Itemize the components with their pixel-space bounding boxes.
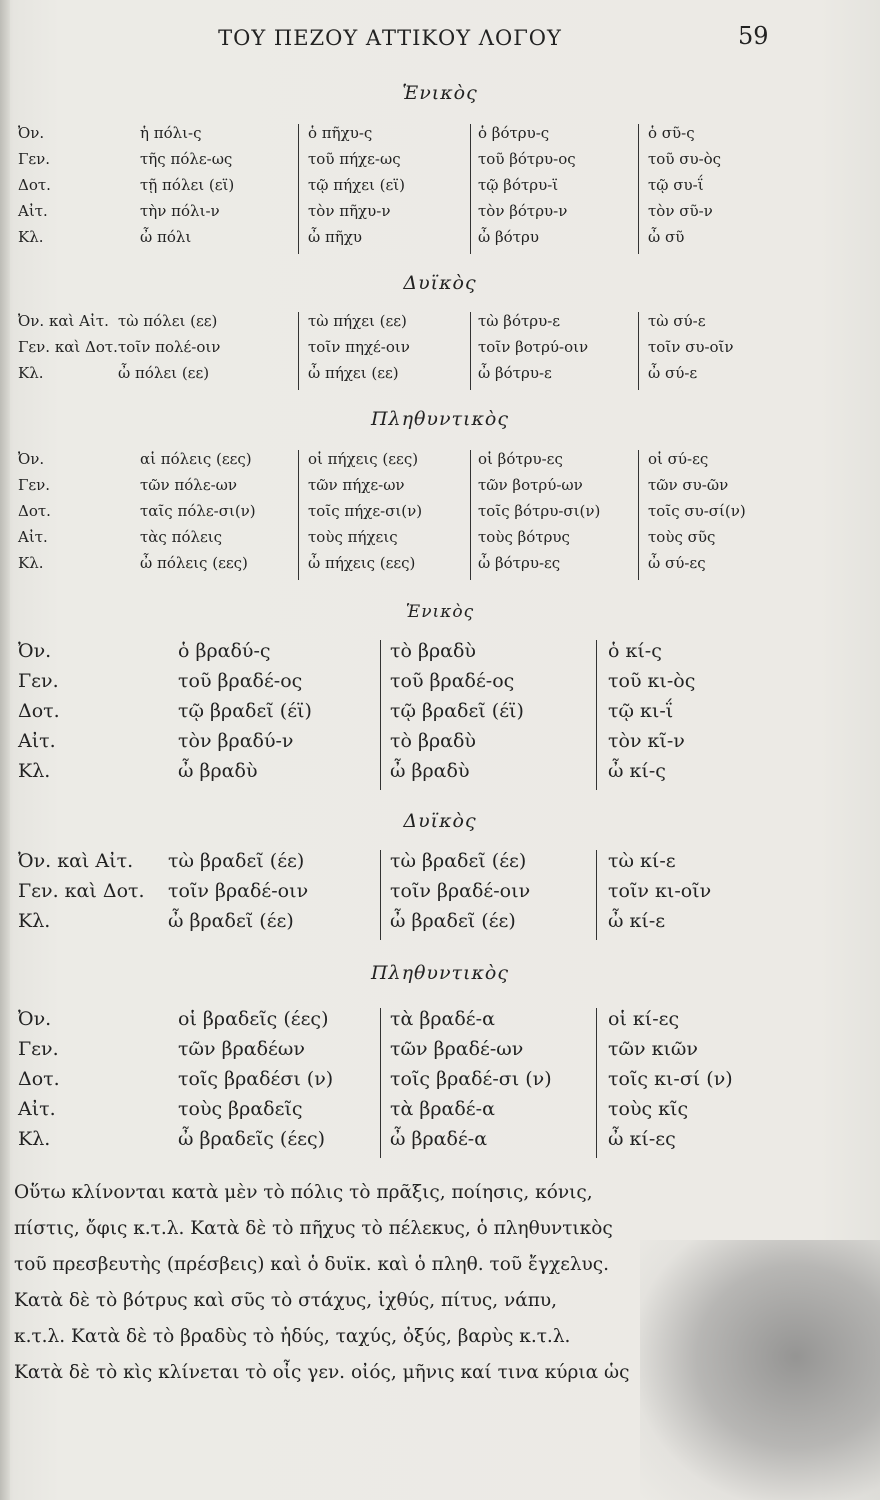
form-cell: ὦ πήχει (εε) bbox=[308, 364, 399, 382]
heading-dual-2: Δυϊκὸς bbox=[403, 810, 477, 832]
table-row bbox=[18, 554, 818, 580]
form-cell: τὸ βραδὺ bbox=[390, 730, 476, 752]
form-cell: ὦ κί-ες bbox=[608, 1128, 676, 1150]
form-cell: τὼ σύ-ε bbox=[648, 312, 706, 330]
table-row bbox=[18, 1098, 818, 1128]
table-row bbox=[18, 1008, 818, 1038]
paragraph-line: Κατὰ δὲ τὸ βότρυς καὶ σῦς τὸ στάχυς, ἰχθύς, πίτυς, νάπυ, bbox=[14, 1290, 558, 1311]
table-row bbox=[18, 150, 818, 176]
form-cell: τῷ βραδεῖ (έϊ) bbox=[178, 700, 312, 722]
form-cell: ὦ πόλεις (εες) bbox=[140, 554, 248, 572]
page-number: 59 bbox=[738, 22, 769, 50]
form-cell: τοῖς βραδέ-σι (ν) bbox=[390, 1068, 552, 1090]
column-rule bbox=[298, 450, 299, 580]
form-cell: τοῖς βότρυ-σι(ν) bbox=[478, 502, 601, 520]
column-rule bbox=[470, 124, 471, 254]
form-cell: ὦ βότρυ bbox=[478, 228, 539, 246]
form-cell: ὁ πῆχυ-ς bbox=[308, 124, 373, 142]
table-row bbox=[18, 850, 818, 880]
form-cell: τὰς πόλεις bbox=[140, 528, 223, 546]
running-head: ΤΟΥ ΠΕΖΟΥ ΑΤΤΙΚΟΥ ΛΟΓΟΥ bbox=[218, 26, 562, 50]
form-cell: τοῖς βραδέσι (ν) bbox=[178, 1068, 334, 1090]
case-label: Ὀν. bbox=[18, 450, 45, 468]
form-cell: ὦ βραδέ-α bbox=[390, 1128, 488, 1150]
column-rule bbox=[596, 850, 597, 940]
column-rule bbox=[380, 640, 381, 790]
form-cell: τῶν συ-ῶν bbox=[648, 476, 729, 494]
column-rule bbox=[380, 1008, 381, 1158]
form-cell: τοῖν βραδέ-οιν bbox=[390, 880, 531, 902]
table-row bbox=[18, 124, 818, 150]
case-label: Δοτ. bbox=[18, 502, 51, 520]
form-cell: τὼ κί-ε bbox=[608, 850, 676, 872]
case-label: Δοτ. bbox=[18, 176, 51, 194]
form-cell: ὦ βότρυ-ε bbox=[478, 364, 552, 382]
form-cell: τῷ συ-ΐ bbox=[648, 176, 704, 194]
case-label: Γεν. καὶ Δοτ. bbox=[18, 880, 145, 902]
form-cell: ὦ βραδεῖ (έε) bbox=[168, 910, 294, 932]
form-cell: ὦ κί-ς bbox=[608, 760, 666, 782]
form-cell: ὦ σύ-ε bbox=[648, 364, 698, 382]
table-row bbox=[18, 528, 818, 554]
table-row bbox=[18, 228, 818, 254]
table-row bbox=[18, 910, 818, 940]
form-cell: τὼ βραδεῖ (έε) bbox=[168, 850, 305, 872]
case-label: Κλ. bbox=[18, 1128, 51, 1150]
table-dual-1 bbox=[18, 312, 818, 390]
case-label: Δοτ. bbox=[18, 1068, 60, 1090]
table-row bbox=[18, 202, 818, 228]
body-paragraph bbox=[14, 1175, 814, 1391]
case-label: Γεν. bbox=[18, 476, 51, 494]
form-cell: ὦ βραδὺ bbox=[178, 760, 258, 782]
form-cell: τοῖν βραδέ-οιν bbox=[168, 880, 309, 902]
table-row bbox=[18, 730, 818, 760]
form-cell: ταῖς πόλε-σι(ν) bbox=[140, 502, 256, 520]
case-label: Κλ. bbox=[18, 554, 44, 572]
form-cell: τῷ βότρυ-ϊ bbox=[478, 176, 559, 194]
form-cell: οἱ πήχεις (εες) bbox=[308, 450, 419, 468]
form-cell: τὸν σῦ-ν bbox=[648, 202, 713, 220]
column-rule bbox=[596, 1008, 597, 1158]
form-cell: τοὺς βότρυς bbox=[478, 528, 570, 546]
table-row bbox=[18, 700, 818, 730]
column-rule bbox=[470, 450, 471, 580]
form-cell: τὼ βότρυ-ε bbox=[478, 312, 561, 330]
case-label: Ὀν. bbox=[18, 124, 45, 142]
table-plural-1 bbox=[18, 450, 818, 580]
case-label: Γεν. bbox=[18, 150, 51, 168]
form-cell: ὦ βραδεῖ (έε) bbox=[390, 910, 516, 932]
form-cell: τοῖν βοτρύ-οιν bbox=[478, 338, 589, 356]
form-cell: τῶν βραδέ-ων bbox=[390, 1038, 524, 1060]
form-cell: τῷ κι-ΐ bbox=[608, 700, 674, 722]
form-cell: τοὺς πήχεις bbox=[308, 528, 398, 546]
case-label: Γεν. bbox=[18, 1038, 59, 1060]
form-cell: αἱ πόλεις (εες) bbox=[140, 450, 252, 468]
form-cell: τοῖς πήχε-σι(ν) bbox=[308, 502, 423, 520]
form-cell: τοὺς βραδεῖς bbox=[178, 1098, 303, 1120]
column-rule bbox=[638, 450, 639, 580]
form-cell: τοῖν κι-οῖν bbox=[608, 880, 712, 902]
form-cell: ὦ πόλει (εε) bbox=[118, 364, 210, 382]
form-cell: τὼ πήχει (εε) bbox=[308, 312, 407, 330]
form-cell: ὦ κί-ε bbox=[608, 910, 666, 932]
table-row bbox=[18, 1038, 818, 1068]
table-row bbox=[18, 1128, 818, 1158]
form-cell: ὁ κί-ς bbox=[608, 640, 662, 662]
form-cell: τῶν πόλε-ων bbox=[140, 476, 238, 494]
form-cell: τοῦ βραδέ-ος bbox=[178, 670, 303, 692]
form-cell: τῇ πόλει (εϊ) bbox=[140, 176, 235, 194]
column-rule bbox=[638, 312, 639, 390]
form-cell: τὸν κῖ-ν bbox=[608, 730, 685, 752]
table-row bbox=[18, 670, 818, 700]
table-row bbox=[18, 312, 818, 338]
form-cell: ὁ σῦ-ς bbox=[648, 124, 695, 142]
form-cell: τῷ πήχει (εϊ) bbox=[308, 176, 406, 194]
form-cell: τὸ βραδὺ bbox=[390, 640, 476, 662]
column-rule bbox=[380, 850, 381, 940]
form-cell: τοῖν πηχέ-οιν bbox=[308, 338, 410, 356]
form-cell: τοῦ κι-ὸς bbox=[608, 670, 696, 692]
form-cell: ὁ βότρυ-ς bbox=[478, 124, 550, 142]
case-label: Αἰτ. bbox=[18, 1098, 56, 1120]
form-cell: τοὺς κῖς bbox=[608, 1098, 689, 1120]
form-cell: τῶν βοτρύ-ων bbox=[478, 476, 583, 494]
case-label: Αἰτ. bbox=[18, 730, 56, 752]
book-spine-shadow bbox=[0, 0, 10, 1500]
table-row bbox=[18, 364, 818, 390]
column-rule bbox=[638, 124, 639, 254]
heading-plural-1: Πληθυντικὸς bbox=[370, 408, 510, 430]
table-row bbox=[18, 640, 818, 670]
form-cell: τοῦ βότρυ-ος bbox=[478, 150, 576, 168]
form-cell: ὦ βότρυ-ες bbox=[478, 554, 561, 572]
paragraph-line: Οὕτω κλίνονται κατὰ μὲν τὸ πόλις τὸ πρᾶξις, ποίησις, κόνις, bbox=[14, 1182, 593, 1203]
case-label: Αἰτ. bbox=[18, 202, 48, 220]
column-rule bbox=[470, 312, 471, 390]
form-cell: τοῖς συ-σί(ν) bbox=[648, 502, 746, 520]
case-label: Γεν. bbox=[18, 670, 59, 692]
paragraph-line: Κατὰ δὲ τὸ κὶς κλίνεται τὸ οἶς γεν. οἰός, μῆνις καί τινα κύρια ὡς bbox=[14, 1362, 630, 1383]
table-row bbox=[18, 476, 818, 502]
form-cell: τὰ βραδέ-α bbox=[390, 1098, 495, 1120]
table-row bbox=[18, 502, 818, 528]
form-cell: τὼ βραδεῖ (έε) bbox=[390, 850, 527, 872]
form-cell: ὦ βραδεῖς (έες) bbox=[178, 1128, 326, 1150]
form-cell: οἱ βότρυ-ες bbox=[478, 450, 563, 468]
case-label: Κλ. bbox=[18, 228, 44, 246]
table-dual-2 bbox=[18, 850, 818, 940]
column-rule bbox=[596, 640, 597, 790]
form-cell: τοῖν συ-οῖν bbox=[648, 338, 734, 356]
form-cell: τὴν πόλι-ν bbox=[140, 202, 220, 220]
form-cell: ὦ σύ-ες bbox=[648, 554, 706, 572]
table-row bbox=[18, 338, 818, 364]
form-cell: ὁ βραδύ-ς bbox=[178, 640, 271, 662]
form-cell: τῶν βραδέων bbox=[178, 1038, 305, 1060]
form-cell: τῶν κιῶν bbox=[608, 1038, 698, 1060]
paragraph-line: τοῦ πρεσβευτὴς (πρέσβεις) καὶ ὁ δυϊκ. καὶ ὁ πληθ. τοῦ ἔγχελυς. bbox=[14, 1254, 610, 1275]
form-cell: ὦ πήχεις (εες) bbox=[308, 554, 416, 572]
case-label: Ὀν. bbox=[18, 640, 52, 662]
table-row bbox=[18, 176, 818, 202]
table-row bbox=[18, 450, 818, 476]
table-row bbox=[18, 1068, 818, 1098]
case-label: Κλ. bbox=[18, 364, 44, 382]
table-row bbox=[18, 880, 818, 910]
form-cell: ἡ πόλι-ς bbox=[140, 124, 202, 142]
table-singular-1 bbox=[18, 124, 818, 254]
paragraph-line: πίστις, ὄφις κ.τ.λ. Κατὰ δὲ τὸ πῆχυς τὸ πέλεκυς, ὁ πληθυντικὸς bbox=[14, 1218, 613, 1239]
form-cell: τοὺς σῦς bbox=[648, 528, 716, 546]
case-label: Ὀν. καὶ Αἰτ. bbox=[18, 850, 134, 872]
form-cell: τὼ πόλει (εε) bbox=[118, 312, 218, 330]
form-cell: τῆς πόλε-ως bbox=[140, 150, 233, 168]
form-cell: τοῖς κι-σί (ν) bbox=[608, 1068, 733, 1090]
case-label: Ὀν. καὶ Αἰτ. bbox=[18, 312, 109, 330]
column-rule bbox=[298, 312, 299, 390]
case-label: Ὀν. bbox=[18, 1008, 52, 1030]
case-label: Αἰτ. bbox=[18, 528, 48, 546]
form-cell: τῷ βραδεῖ (έϊ) bbox=[390, 700, 524, 722]
table-singular-2 bbox=[18, 640, 818, 790]
table-row bbox=[18, 760, 818, 790]
form-cell: τοῦ πήχε-ως bbox=[308, 150, 401, 168]
form-cell: τοῖν πολέ-οιν bbox=[118, 338, 221, 356]
case-label: Γεν. καὶ Δοτ. bbox=[18, 338, 118, 356]
heading-singular-2: Ἑνικὸς bbox=[405, 602, 475, 622]
form-cell: τὸν βότρυ-ν bbox=[478, 202, 568, 220]
form-cell: ὦ σῦ bbox=[648, 228, 685, 246]
form-cell: ὦ πῆχυ bbox=[308, 228, 363, 246]
heading-dual-1: Δυϊκὸς bbox=[403, 272, 477, 294]
column-rule bbox=[298, 124, 299, 254]
case-label: Δοτ. bbox=[18, 700, 60, 722]
case-label: Κλ. bbox=[18, 760, 51, 782]
form-cell: τὰ βραδέ-α bbox=[390, 1008, 495, 1030]
form-cell: οἱ βραδεῖς (έες) bbox=[178, 1008, 329, 1030]
table-plural-2 bbox=[18, 1008, 818, 1158]
heading-plural-2: Πληθυντικὸς bbox=[370, 962, 510, 984]
heading-singular-1: Ἑνικὸς bbox=[402, 82, 478, 104]
form-cell: τοῦ συ-ὸς bbox=[648, 150, 722, 168]
form-cell: τῶν πήχε-ων bbox=[308, 476, 405, 494]
form-cell: τὸν βραδύ-ν bbox=[178, 730, 294, 752]
form-cell: οἱ σύ-ες bbox=[648, 450, 709, 468]
form-cell: τοῦ βραδέ-ος bbox=[390, 670, 515, 692]
form-cell: ὦ πόλι bbox=[140, 228, 192, 246]
paragraph-line: κ.τ.λ. Κατὰ δὲ τὸ βραδὺς τὸ ἡδύς, ταχύς, ὀξύς, βαρὺς κ.τ.λ. bbox=[14, 1326, 571, 1347]
form-cell: ὦ βραδὺ bbox=[390, 760, 470, 782]
case-label: Κλ. bbox=[18, 910, 51, 932]
form-cell: οἱ κί-ες bbox=[608, 1008, 680, 1030]
form-cell: τὸν πῆχυ-ν bbox=[308, 202, 391, 220]
